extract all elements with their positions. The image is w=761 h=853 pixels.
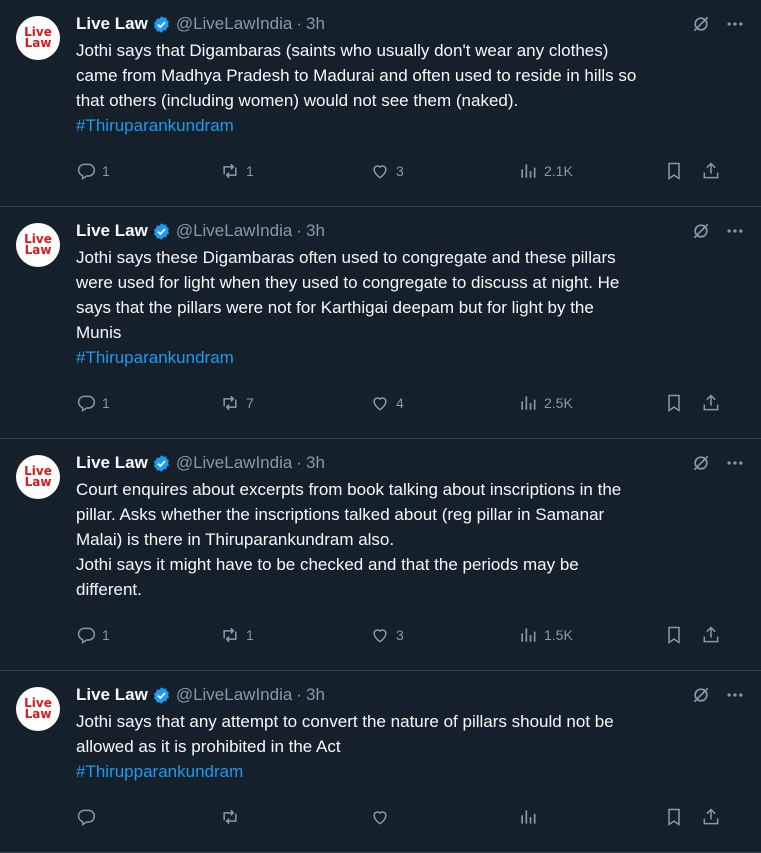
like-button[interactable]: [370, 807, 396, 827]
tweet-header: [76, 219, 745, 243]
retweet-icon: [220, 161, 240, 181]
retweet-count: 1: [246, 163, 254, 179]
verified-badge-icon: [152, 15, 171, 34]
verified-badge-icon: [152, 686, 171, 705]
bookmark-button[interactable]: [664, 807, 684, 827]
reply-count: 1: [102, 163, 110, 179]
author-handle[interactable]: @LiveLawIndia: [175, 685, 293, 704]
avatar[interactable]: [16, 455, 60, 499]
views-button[interactable]: [518, 625, 573, 645]
like-button[interactable]: [370, 393, 404, 413]
tweet[interactable]: [0, 0, 761, 207]
author-name[interactable]: Live Law: [76, 453, 148, 472]
tweet-body: [76, 683, 745, 832]
retweet-icon: [220, 807, 240, 827]
bookmark-icon: [664, 807, 684, 827]
reply-button[interactable]: [76, 161, 110, 181]
reply-button[interactable]: [76, 393, 110, 413]
share-icon: [701, 161, 721, 181]
hashtag-link[interactable]: #Thiruparankundram: [76, 116, 234, 135]
views-button[interactable]: [518, 807, 544, 827]
tweet-header-actions: [691, 14, 745, 34]
like-count: 3: [396, 627, 404, 643]
more-icon[interactable]: [725, 14, 745, 34]
like-count: 3: [396, 163, 404, 179]
avatar-logo-line1: Live: [24, 464, 52, 478]
tweet-body: [76, 12, 745, 186]
share-button[interactable]: [701, 625, 721, 645]
tweet-time[interactable]: 3h: [305, 14, 325, 33]
grok-icon[interactable]: [691, 14, 711, 34]
tweet-header: [76, 12, 745, 36]
tweet-actions: [76, 156, 745, 186]
avatar-logo-line1: Live: [24, 232, 52, 246]
tweet-body: [76, 219, 745, 418]
bookmark-button[interactable]: [664, 161, 684, 181]
more-icon[interactable]: [725, 453, 745, 473]
bookmark-icon: [664, 393, 684, 413]
tweet-text: Jothi says that Digambaras (saints who usually don't wear any clothes) came from Madhya Pradesh to Madurai and often used to reside in hills so that others (including women) would not see them (naked).: [76, 41, 637, 110]
tweet-time[interactable]: 3h: [305, 221, 325, 240]
like-count: 4: [396, 395, 404, 411]
share-button[interactable]: [701, 161, 721, 181]
avatar[interactable]: [16, 687, 60, 731]
tweet-time[interactable]: 3h: [305, 453, 325, 472]
views-icon: [518, 625, 538, 645]
tweet-header-actions: [691, 685, 745, 705]
bookmark-button[interactable]: [664, 625, 684, 645]
tweet[interactable]: [0, 207, 761, 439]
avatar-logo-line2: Law: [24, 36, 52, 50]
reply-count: 1: [102, 395, 110, 411]
tweet-body: [76, 451, 745, 650]
hashtag-link[interactable]: #Thiruparankundram: [76, 348, 234, 367]
tweet-header-actions: [691, 453, 745, 473]
avatar[interactable]: [16, 16, 60, 60]
views-icon: [518, 807, 538, 827]
avatar-logo-line1: Live: [24, 696, 52, 710]
reply-button[interactable]: [76, 807, 102, 827]
author-name[interactable]: Live Law: [76, 221, 148, 240]
tweet-text: Jothi says these Digambaras often used to congregate and these pillars were used for light when they used to congregate to discuss at night. He says that the pillars were not for Karthigai deepam but for light by the Munis: [76, 248, 620, 342]
reply-icon: [76, 807, 96, 827]
grok-icon[interactable]: [691, 453, 711, 473]
retweet-button[interactable]: [220, 807, 246, 827]
share-icon: [701, 393, 721, 413]
like-icon: [370, 807, 390, 827]
reply-icon: [76, 625, 96, 645]
author-name[interactable]: Live Law: [76, 14, 148, 33]
share-icon: [701, 625, 721, 645]
retweet-button[interactable]: [220, 393, 254, 413]
tweet-header: [76, 451, 745, 475]
retweet-count: 7: [246, 395, 254, 411]
tweet-text: Court enquires about excerpts from book talking about inscriptions in the pillar. Asks whether the inscriptions talked about (reg pillar in Samanar Malai) is there in Thiruparankundram also. Jothi says it might have to be checked and that the periods may be different.: [76, 480, 622, 599]
retweet-icon: [220, 625, 240, 645]
author-handle[interactable]: @LiveLawIndia: [175, 221, 293, 240]
like-icon: [370, 393, 390, 413]
separator-dot: ·: [296, 221, 302, 240]
author-name[interactable]: Live Law: [76, 685, 148, 704]
tweet-time[interactable]: 3h: [305, 685, 325, 704]
hashtag-link[interactable]: #Thirupparankundram: [76, 762, 244, 781]
tweet-actions: [76, 802, 745, 832]
view-count: 2.1K: [544, 163, 573, 179]
like-icon: [370, 625, 390, 645]
tweet-header-actions: [691, 221, 745, 241]
avatar[interactable]: [16, 223, 60, 267]
like-icon: [370, 161, 390, 181]
avatar-logo-line1: Live: [24, 25, 52, 39]
tweet-header: [76, 683, 745, 707]
view-count: 1.5K: [544, 627, 573, 643]
retweet-count: 1: [246, 627, 254, 643]
grok-icon[interactable]: [691, 221, 711, 241]
retweet-icon: [220, 393, 240, 413]
views-icon: [518, 161, 538, 181]
share-button[interactable]: [701, 807, 721, 827]
author-handle[interactable]: @LiveLawIndia: [175, 453, 293, 472]
share-icon: [701, 807, 721, 827]
view-count: 2.5K: [544, 395, 573, 411]
tweet-text: Jothi says that any attempt to convert the nature of pillars should not be allowed as it is prohibited in the Act: [76, 712, 614, 756]
views-button[interactable]: [518, 393, 573, 413]
share-button[interactable]: [701, 393, 721, 413]
reply-button[interactable]: [76, 625, 110, 645]
views-button[interactable]: [518, 161, 573, 181]
avatar-logo-line2: Law: [24, 475, 52, 489]
avatar-logo-line2: Law: [24, 707, 52, 721]
like-button[interactable]: [370, 161, 404, 181]
retweet-button[interactable]: [220, 161, 254, 181]
bookmark-button[interactable]: [664, 393, 684, 413]
separator-dot: ·: [296, 14, 302, 33]
tweet-actions: [76, 388, 745, 418]
separator-dot: ·: [296, 685, 302, 704]
verified-badge-icon: [152, 454, 171, 473]
reply-count: 1: [102, 627, 110, 643]
more-icon[interactable]: [725, 221, 745, 241]
like-button[interactable]: [370, 625, 404, 645]
separator-dot: ·: [296, 453, 302, 472]
views-icon: [518, 393, 538, 413]
author-handle[interactable]: @LiveLawIndia: [175, 14, 293, 33]
reply-icon: [76, 161, 96, 181]
grok-icon[interactable]: [691, 685, 711, 705]
reply-icon: [76, 393, 96, 413]
retweet-button[interactable]: [220, 625, 254, 645]
more-icon[interactable]: [725, 685, 745, 705]
avatar-logo-line2: Law: [24, 243, 52, 257]
tweet[interactable]: [0, 671, 761, 853]
bookmark-icon: [664, 161, 684, 181]
tweet-actions: [76, 620, 745, 650]
bookmark-icon: [664, 625, 684, 645]
tweet[interactable]: [0, 439, 761, 671]
verified-badge-icon: [152, 222, 171, 241]
